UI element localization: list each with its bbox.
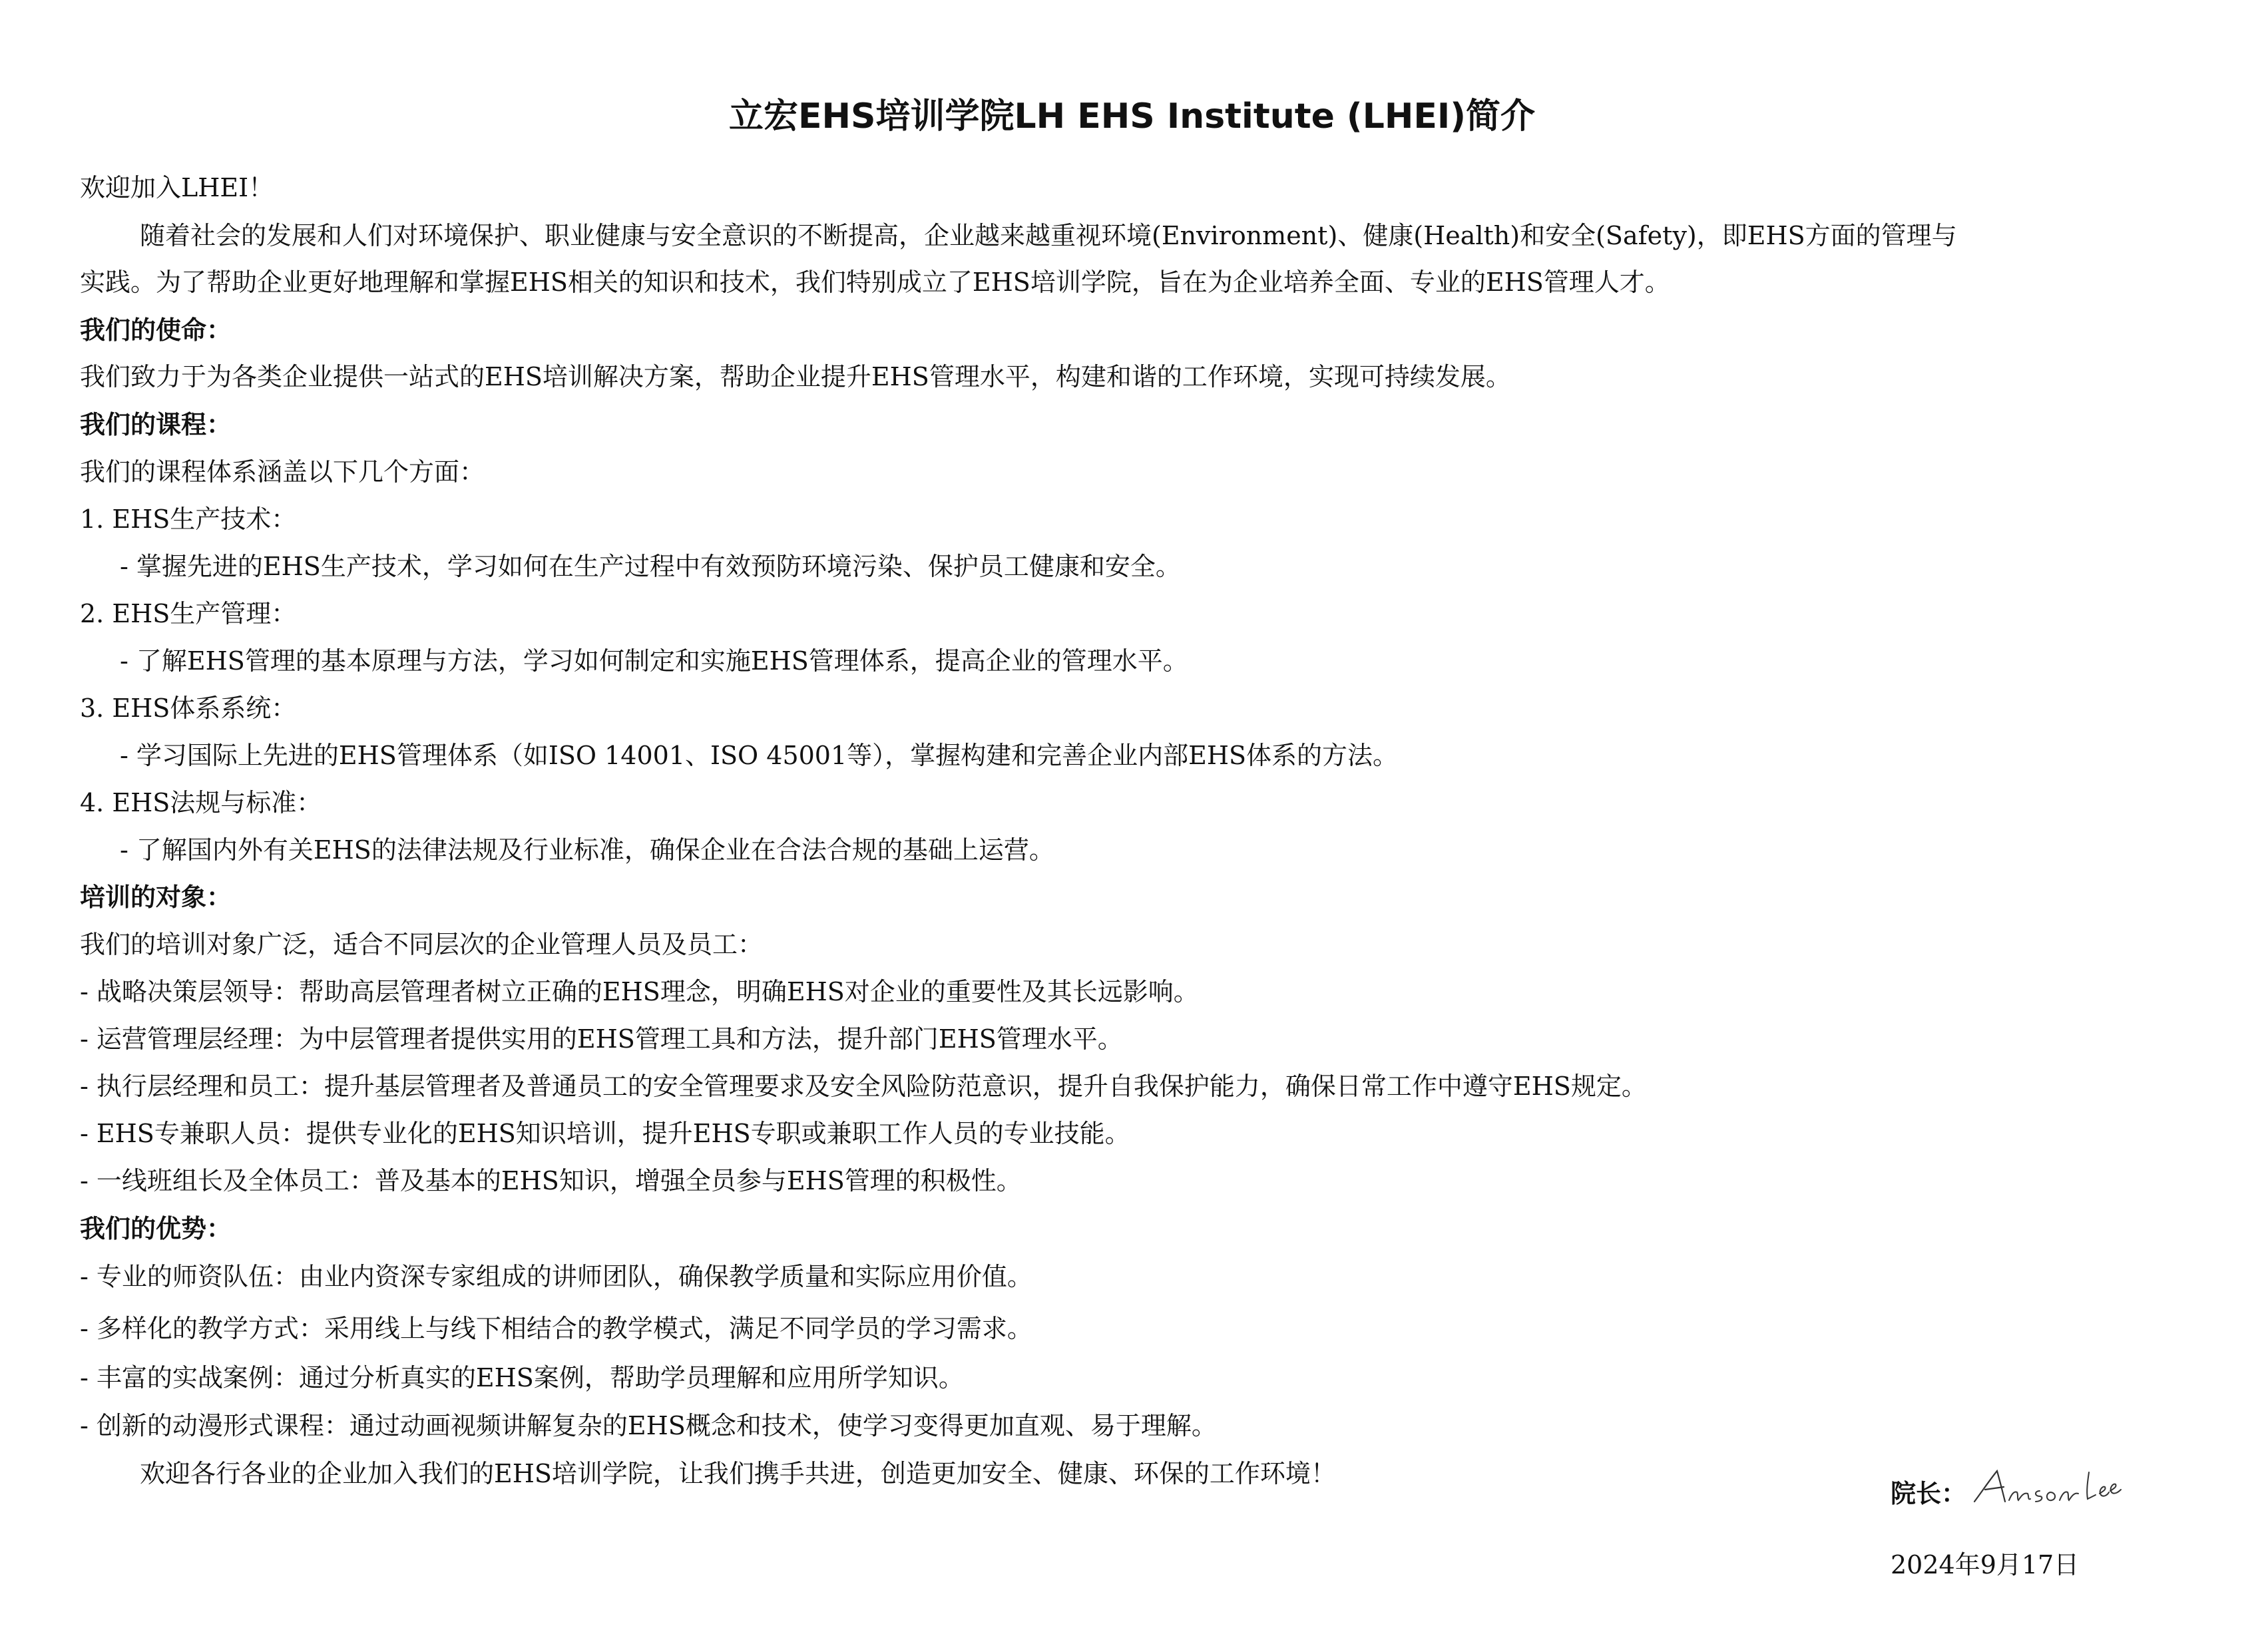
advantages-heading: 我们的优势：: [80, 1214, 232, 1243]
course-item-title: 1. EHS生产技术：: [80, 505, 297, 534]
advantage-item: - 多样化的教学方式：采用线上与线下相结合的教学模式，满足不同学员的学习需求。: [80, 1314, 1032, 1343]
advantage-item: - 专业的师资队伍：由业内资深专家组成的讲师团队，确保教学质量和实际应用价值。: [80, 1262, 1032, 1291]
advantage-item: - 丰富的实战案例：通过分析真实的EHS案例，帮助学员理解和应用所学知识。: [80, 1363, 964, 1392]
document-date: 2024年9月17日: [1891, 1550, 2080, 1579]
intro-line-2: 实践。为了帮助企业更好地理解和掌握EHS相关的知识和技术，我们特别成立了EHS培训学院，旨在为企业培养全面、专业的EHS管理人才。: [80, 268, 1670, 297]
principal-signature-block: [1891, 1471, 2124, 1511]
audience-heading: 培训的对象：: [80, 883, 232, 912]
audience-item: - 运营管理层经理：为中层管理者提供实用的EHS管理工具和方法，提升部门EHS管理水平。: [80, 1024, 1123, 1054]
course-item-title: 2. EHS生产管理：: [80, 599, 297, 628]
courses-heading: 我们的课程：: [80, 410, 232, 439]
handwritten-signature: [1970, 1464, 2124, 1511]
intro-line-1: 随着社会的发展和人们对环境保护、职业健康与安全意识的不断提高，企业越来越重视环境(Environment)、健康(Health)和安全(Safety)，即EHS方面的管理与: [140, 221, 1957, 250]
course-item-desc: - 掌握先进的EHS生产技术，学习如何在生产过程中有效预防环境污染、保护员工健康和安全。: [120, 552, 1181, 581]
audience-intro: 我们的培训对象广泛，适合不同层次的企业管理人员及员工：: [80, 930, 764, 959]
mission-heading: 我们的使命：: [80, 315, 232, 345]
audience-item: - 执行层经理和员工：提升基层管理者及普通员工的安全管理要求及安全风险防范意识，提升自我保护能力，确保日常工作中遵守EHS规定。: [80, 1072, 1647, 1101]
greeting: 欢迎加入LHEI！: [80, 173, 274, 202]
closing-text: 欢迎各行各业的企业加入我们的EHS培训学院，让我们携手共进，创造更加安全、健康、环保的工作环境！: [140, 1459, 1336, 1488]
course-item-title: 4. EHS法规与标准：: [80, 788, 322, 817]
advantage-item: - 创新的动漫形式课程：通过动画视频讲解复杂的EHS概念和技术，使学习变得更加直观、易于理解。: [80, 1411, 1217, 1440]
course-item-title: 3. EHS体系系统：: [80, 694, 297, 723]
course-item-desc: - 学习国际上先进的EHS管理体系（如ISO 14001、ISO 45001等），掌握构建和完善企业内部EHS体系的方法。: [120, 741, 1399, 770]
mission-text: 我们致力于为各类企业提供一站式的EHS培训解决方案，帮助企业提升EHS管理水平，构建和谐的工作环境，实现可持续发展。: [80, 362, 1511, 391]
document-title: 立宏EHS培训学院LH EHS Institute (LHEI)简介: [728, 97, 1535, 136]
audience-item: - 一线班组长及全体员工：普及基本的EHS知识，增强全员参与EHS管理的积极性。: [80, 1166, 1022, 1195]
audience-item: - 战略决策层领导：帮助高层管理者树立正确的EHS理念，明确EHS对企业的重要性及其长远影响。: [80, 977, 1199, 1006]
course-item-desc: - 了解国内外有关EHS的法律法规及行业标准，确保企业在合法合规的基础上运营。: [120, 835, 1054, 865]
principal-label: 院长：: [1891, 1479, 1967, 1508]
courses-intro: 我们的课程体系涵盖以下几个方面：: [80, 457, 485, 487]
audience-item: - EHS专兼职人员：提供专业化的EHS知识培训，提升EHS专职或兼职工作人员的专业技能。: [80, 1119, 1130, 1148]
course-item-desc: - 了解EHS管理的基本原理与方法，学习如何制定和实施EHS管理体系，提高企业的管理水平。: [120, 646, 1188, 676]
